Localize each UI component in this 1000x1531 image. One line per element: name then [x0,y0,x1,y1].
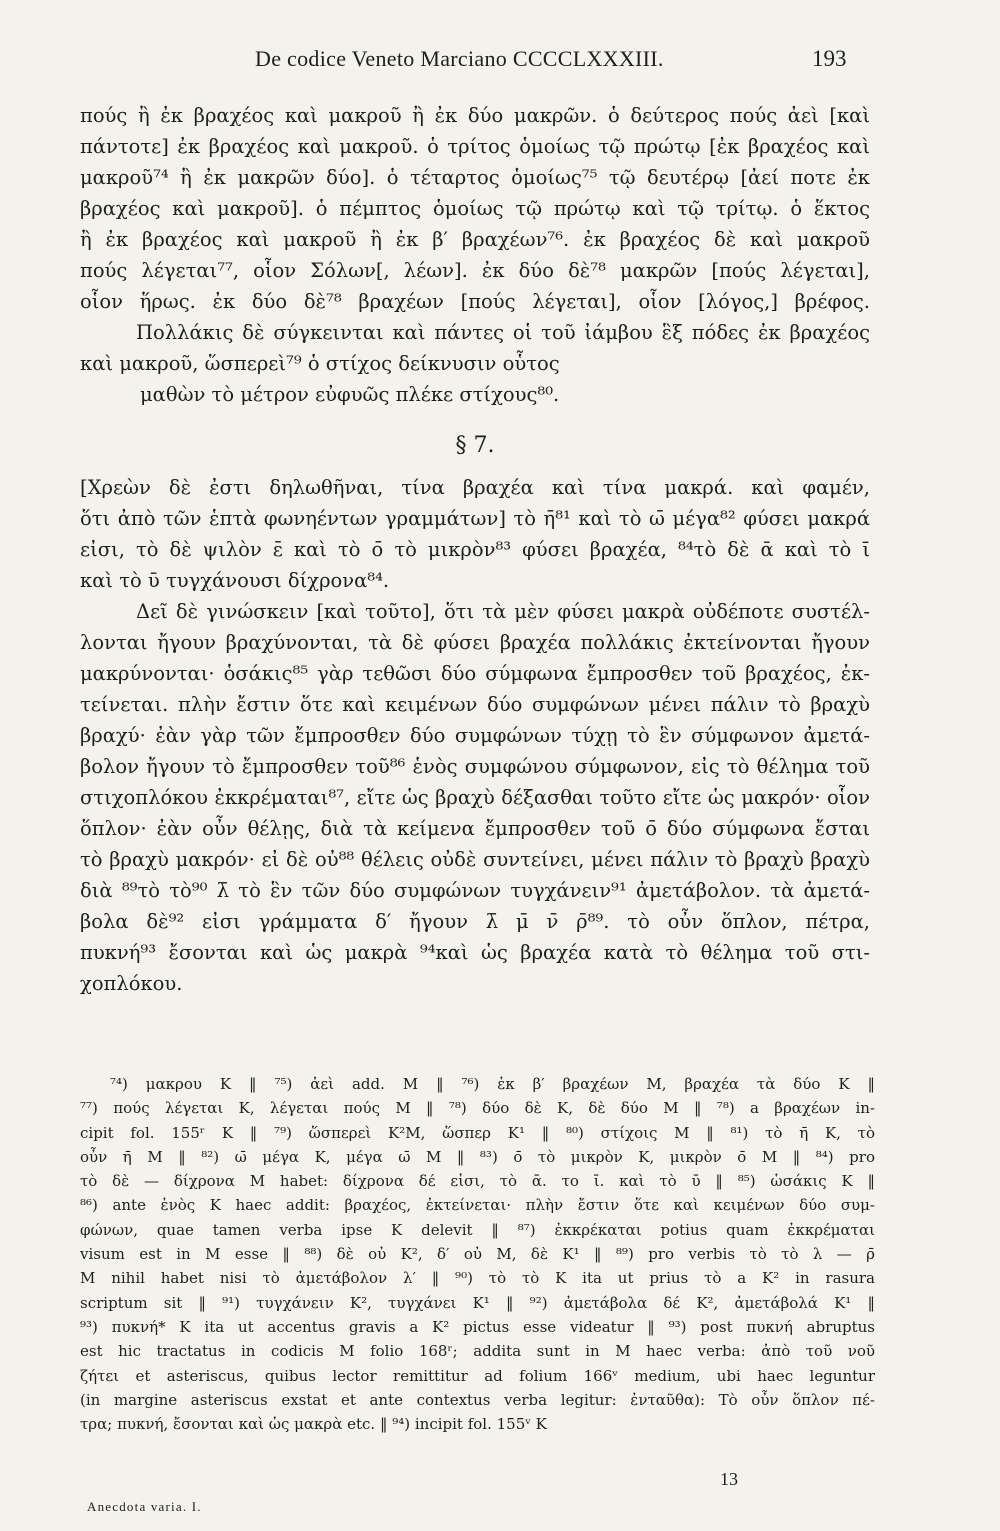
footer-series-title: Anecdota varia. I. [87,1499,202,1514]
text-line: καὶ τὸ ῡ τυγχάνουσι δίχρονα⁸⁴. [80,569,390,592]
footnote-line: cipit fol. 155ʳ K ‖ ⁷⁹) ὥσπερεὶ K²M, ὥσπερ K¹ ‖ ⁸⁰) στίχοις M ‖ ⁸¹) τὸ η̄ K, τὸ [80,1123,875,1142]
footnotes [80,1072,875,1436]
footnote-line: scriptum sit ‖ ⁹¹) τυγχάνειν K², τυγχάνει K¹ ‖ ⁹²) ἀμετάβολα δέ K², ἀμετάβολά K¹ ‖ [80,1293,875,1312]
paragraph-4 [80,596,870,999]
running-title: De codice Veneto Marciano CCCCLXXXIII. [255,46,664,71]
footnote-line: ⁹³) πυκνή* K ita ut accentus gravis a K² pictus esse videatur ‖ ⁹³) post πυκνή abruptus [80,1317,875,1336]
footnote-line: ζήτει et asteriscus, quibus lector remittitur ad folium 166ᵛ medium, ubi haec leguntur [80,1366,875,1385]
text-line: στιχοπλόκου ἐκκρέμαται⁸⁷, εἴτε ὡς βραχὺ δέξασθαι τοῦτο εἴτε ὡς μακρόν· οἷον [80,786,870,809]
text-line: μακρύνονται· ὁσάκις⁸⁵ γὰρ τεθῶσι δύο σύμφωνα ἔμπροσθεν τοῦ βραχέος, ἐκ- [80,662,870,685]
paragraph-2 [80,317,870,410]
text-line: Δεῖ δὲ γινώσκειν [καὶ τοῦτο], ὅτι τὰ μὲν φύσει μακρὰ οὐδέποτε συστέλ- [136,600,870,623]
text-line: πούς ἢ ἐκ βραχέος καὶ μακροῦ ἢ ἐκ δύο μακρῶν. ὁ δεύτερος πούς ἀεὶ [καὶ [80,104,870,127]
verse-line: μαθὼν τὸ μέτρον εὐφυῶς πλέκε στίχους⁸⁰. [140,383,560,406]
text-line: ὅτι ἀπὸ τῶν ἑπτὰ φωνηέντων γραμμάτων] τὸ η̄⁸¹ καὶ τὸ ω̄ μέγα⁸² φύσει μακρά [80,507,870,530]
text-line: πάντοτε] ἐκ βραχέος καὶ μακροῦ. ὁ τρίτος ὁμοίως τῷ πρώτῳ [ἐκ βραχέος καὶ [80,135,870,158]
text-line: ὅπλον· ἐὰν οὖν θέλῃς, διὰ τὰ κείμενα ἔμπροσθεν τοῦ ο̄ δύο σύμφωνα ἔσται [80,817,870,840]
page-number: 193 [812,46,847,71]
text-line: βολον ἤγουν τὸ ἔμπροσθεν τοῦ⁸⁶ ἑνὸς συμφώνου σύμφωνον, εἰς τὸ θέλημα τοῦ [80,755,870,778]
text-line: τὸ βραχὺ μακρόν· εἰ δὲ οὐ⁸⁸ θέλεις οὐδὲ συντείνει, μένει πάλιν τὸ βραχὺ βραχὺ [80,848,870,871]
main-text [80,100,870,999]
footnote-line: ⁷⁴) μακρου K ‖ ⁷⁵) ἀεὶ add. M ‖ ⁷⁶) ἐκ β′ βραχέων M, βραχέα τὰ δύο K ‖ [110,1075,875,1093]
signature-mark: 13 [720,1469,738,1489]
footnote-line: οὖν η̄ M ‖ ⁸²) ω̄ μέγα K, μέγα ω̄ M ‖ ⁸³) ο̄ τὸ μικρὸν K, μικρὸν ο̄ M ‖ ⁸⁴) pro [80,1147,875,1166]
text-line: διὰ ⁸⁹τὸ τὸ⁹⁰ λ̄ τὸ ἓν τῶν δύο συμφώνων τυγχάνειν⁹¹ ἀμετάβολον. τὰ ἀμετά- [80,879,870,902]
footnote-line: φώνων, quae tamen verba ipse K delevit ‖ ⁸⁷) ἐκκρέκαται potius quam ἐκκρέμαται [80,1220,875,1239]
text-line: χοπλόκου. [80,972,183,995]
text-line: πούς λέγεται⁷⁷, οἷον Σόλων[, λέων]. ἐκ δύο δὲ⁷⁸ μακρῶν [πούς λέγεται], [80,259,870,282]
text-line: καὶ μακροῦ, ὥσπερεὶ⁷⁹ ὁ στίχος δείκνυσιν οὗτος [80,352,560,375]
footnote-line: visum est in M esse ‖ ⁸⁸) δὲ οὐ K², δ′ οὐ M, δὲ K¹ ‖ ⁸⁹) pro verbis τὸ τὸ λ — ρ̄ [80,1245,875,1264]
section-heading: § 7. [455,433,495,458]
text-line: μακροῦ⁷⁴ ἢ ἐκ μακρῶν δύο]. ὁ τέταρτος ὁμοίως⁷⁵ τῷ δευτέρῳ [ἀεί ποτε ἐκ [80,166,870,189]
footnote-line: ⁷⁷) πούς λέγεται K, λέγεται πούς M ‖ ⁷⁸) δύο δὲ K, δὲ δύο M ‖ ⁷⁸) a βραχέων in- [80,1099,875,1118]
footnote-line: τρα; πυκνή, ἔσονται καὶ ὡς μακρὰ etc. ‖ ⁹⁴) incipit fol. 155ᵛ K [80,1415,547,1434]
footnote-line: M nihil habet nisi τὸ ἀμετάβολον λ′ ‖ ⁹⁰) τὸ τὸ K ita ut prius τὸ a K² in rasura [80,1269,875,1288]
footnote-line: τὸ δὲ — δίχρονα M habet: δίχρονα δέ εἰσι, τὸ ᾱ. το ῑ. καὶ τὸ ῡ ‖ ⁸⁵) ὡσάκις K ‖ [80,1172,875,1191]
text-line: βολα δὲ⁹² εἰσι γράμματα δ′ ἤγουν λ̄ μ̄ ν̄ ρ̄⁸⁹. τὸ οὖν ὅπλον, πέτρα, [80,910,870,933]
text-line: πυκνή⁹³ ἔσονται καὶ ὡς μακρὰ ⁹⁴καὶ ὡς βραχέα κατὰ τὸ θέλημα τοῦ στι- [80,941,870,964]
text-line: λονται ἤγουν βραχύνονται, τὰ δὲ φύσει βραχέα πολλάκις ἐκτείνονται ἤγουν [80,631,870,654]
text-line: βραχέος καὶ μακροῦ]. ὁ πέμπτος ὁμοίως τῷ πρώτῳ καὶ τῷ τρίτῳ. ὁ ἕκτος [80,197,870,220]
footnote-line: ⁸⁶) ante ἑνὸς K haec addit: βραχέος, ἐκτείνεται· πλὴν ἔστιν ὅτε καὶ κειμένων δύο συμ- [80,1196,875,1215]
paragraph-1 [80,100,870,317]
text-line: [Χρεὼν δὲ ἐστι δηλωθῆναι, τίνα βραχέα καὶ τίνα μακρά. καὶ φαμέν, [80,476,870,499]
running-head [0,46,1000,80]
text-line: οἷον ἥρως. ἐκ δύο δὲ⁷⁸ βραχέων [πούς λέγεται], οἷον [λόγος,] βρέφος. [80,290,870,313]
footnote-line: est hic tractatus in codicis M folio 168ʳ; addita sunt in M haec verba: ἀπὸ τοῦ νοῦ [80,1342,875,1361]
text-line: εἰσι, τὸ δὲ ψιλὸν ε̄ καὶ τὸ ο̄ τὸ μικρὸν⁸³ φύσει βραχέα, ⁸⁴τὸ δὲ ᾱ καὶ τὸ ῑ [80,538,870,561]
footnote-line: (in margine asteriscus exstat et ante contextus verba legitur: ἐνταῦθα): Τὸ οὖν ὅπλον πέ- [80,1390,875,1409]
text-line: τείνεται. πλὴν ἔστιν ὅτε καὶ κειμένων δύο συμφώνων μένει πάλιν τὸ βραχὺ [80,693,870,716]
text-line: βραχύ· ἐὰν γὰρ τῶν ἔμπροσθεν δύο συμφώνων τύχῃ τὸ ἓν σύμφωνον ἀμετά- [80,724,870,747]
paragraph-3 [80,472,870,596]
text-line: ἢ ἐκ βραχέος καὶ μακροῦ ἢ ἐκ β′ βραχέων⁷⁶. ἐκ βραχέος δὲ καὶ μακροῦ [80,228,870,251]
text-line: Πολλάκις δὲ σύγκεινται καὶ πάντες οἱ τοῦ ἰάμβου ἓξ πόδες ἐκ βραχέος [136,321,870,344]
